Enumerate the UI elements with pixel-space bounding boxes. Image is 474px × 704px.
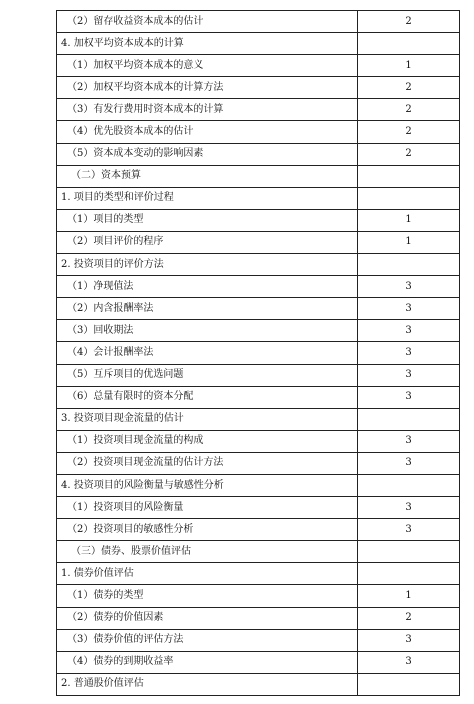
topic-cell: （3）回收期法 bbox=[57, 320, 358, 342]
table-row bbox=[57, 651, 460, 673]
table-row bbox=[57, 121, 460, 143]
level-cell: 3 bbox=[358, 519, 460, 541]
level-cell: 3 bbox=[358, 497, 460, 519]
level-cell: 3 bbox=[358, 430, 460, 452]
level-cell: 1 bbox=[358, 209, 460, 231]
topic-cell: （2）加权平均资本成本的计算方法 bbox=[57, 77, 358, 99]
level-cell: 1 bbox=[358, 585, 460, 607]
topic-cell: 1. 项目的类型和评价过程 bbox=[57, 187, 358, 209]
table-row bbox=[57, 187, 460, 209]
level-cell bbox=[358, 541, 460, 563]
topic-cell: 2. 投资项目的评价方法 bbox=[57, 254, 358, 276]
table-row bbox=[57, 209, 460, 231]
level-cell: 1 bbox=[358, 55, 460, 77]
table-row bbox=[57, 408, 460, 430]
topic-cell: （2）投资项目的敏感性分析 bbox=[57, 519, 358, 541]
table-row bbox=[57, 11, 460, 33]
table-row bbox=[57, 607, 460, 629]
topic-cell: （2）内含报酬率法 bbox=[57, 298, 358, 320]
level-cell bbox=[358, 187, 460, 209]
level-cell: 2 bbox=[358, 99, 460, 121]
topic-cell: 3. 投资项目现金流量的估计 bbox=[57, 408, 358, 430]
topic-cell: （二）资本预算 bbox=[57, 165, 358, 187]
table-row bbox=[57, 342, 460, 364]
table-row bbox=[57, 497, 460, 519]
table-row bbox=[57, 254, 460, 276]
table-row bbox=[57, 430, 460, 452]
topic-cell: 2. 普通股价值评估 bbox=[57, 673, 358, 695]
level-cell: 2 bbox=[358, 143, 460, 165]
table-row bbox=[57, 629, 460, 651]
level-cell: 3 bbox=[358, 298, 460, 320]
table-row bbox=[57, 519, 460, 541]
level-cell bbox=[358, 673, 460, 695]
table-row bbox=[57, 276, 460, 298]
topic-cell: 4. 投资项目的风险衡量与敏感性分析 bbox=[57, 474, 358, 496]
table-row bbox=[57, 585, 460, 607]
level-cell bbox=[358, 33, 460, 55]
table-row bbox=[57, 364, 460, 386]
table-row bbox=[57, 99, 460, 121]
syllabus-table-body bbox=[57, 11, 460, 696]
topic-cell: （1）投资项目的风险衡量 bbox=[57, 497, 358, 519]
syllabus-table bbox=[56, 10, 460, 696]
table-row bbox=[57, 320, 460, 342]
level-cell bbox=[358, 254, 460, 276]
topic-cell: （2）投资项目现金流量的估计方法 bbox=[57, 452, 358, 474]
level-cell: 3 bbox=[358, 629, 460, 651]
topic-cell: （2）债券的价值因素 bbox=[57, 607, 358, 629]
topic-cell: （4）优先股资本成本的估计 bbox=[57, 121, 358, 143]
table-row bbox=[57, 474, 460, 496]
level-cell: 3 bbox=[358, 452, 460, 474]
topic-cell: （2）留存收益资本成本的估计 bbox=[57, 11, 358, 33]
table-row bbox=[57, 541, 460, 563]
topic-cell: （1）项目的类型 bbox=[57, 209, 358, 231]
level-cell bbox=[358, 563, 460, 585]
table-row bbox=[57, 33, 460, 55]
table-row bbox=[57, 673, 460, 695]
level-cell: 1 bbox=[358, 231, 460, 253]
level-cell: 2 bbox=[358, 121, 460, 143]
table-row bbox=[57, 563, 460, 585]
topic-cell: 4. 加权平均资本成本的计算 bbox=[57, 33, 358, 55]
level-cell: 2 bbox=[358, 607, 460, 629]
level-cell: 3 bbox=[358, 364, 460, 386]
table-row bbox=[57, 298, 460, 320]
level-cell: 3 bbox=[358, 342, 460, 364]
level-cell: 3 bbox=[358, 320, 460, 342]
table-row bbox=[57, 386, 460, 408]
table-row bbox=[57, 55, 460, 77]
level-cell: 2 bbox=[358, 11, 460, 33]
topic-cell: （1）投资项目现金流量的构成 bbox=[57, 430, 358, 452]
table-row bbox=[57, 77, 460, 99]
level-cell: 2 bbox=[358, 77, 460, 99]
topic-cell: （5）资本成本变动的影响因素 bbox=[57, 143, 358, 165]
level-cell: 3 bbox=[358, 651, 460, 673]
topic-cell: （4）债券的到期收益率 bbox=[57, 651, 358, 673]
table-row bbox=[57, 165, 460, 187]
topic-cell: （1）加权平均资本成本的意义 bbox=[57, 55, 358, 77]
topic-cell: 1. 债券价值评估 bbox=[57, 563, 358, 585]
topic-cell: （4）会计报酬率法 bbox=[57, 342, 358, 364]
level-cell bbox=[358, 408, 460, 430]
level-cell: 3 bbox=[358, 276, 460, 298]
topic-cell: （6）总量有限时的资本分配 bbox=[57, 386, 358, 408]
topic-cell: （3）债券价值的评估方法 bbox=[57, 629, 358, 651]
topic-cell: （三）债券、股票价值评估 bbox=[57, 541, 358, 563]
topic-cell: （5）互斥项目的优选问题 bbox=[57, 364, 358, 386]
table-row bbox=[57, 231, 460, 253]
table-row bbox=[57, 452, 460, 474]
level-cell bbox=[358, 474, 460, 496]
topic-cell: （1）债券的类型 bbox=[57, 585, 358, 607]
table-row bbox=[57, 143, 460, 165]
level-cell bbox=[358, 165, 460, 187]
level-cell: 3 bbox=[358, 386, 460, 408]
topic-cell: （3）有发行费用时资本成本的计算 bbox=[57, 99, 358, 121]
topic-cell: （2）项目评价的程序 bbox=[57, 231, 358, 253]
topic-cell: （1）净现值法 bbox=[57, 276, 358, 298]
